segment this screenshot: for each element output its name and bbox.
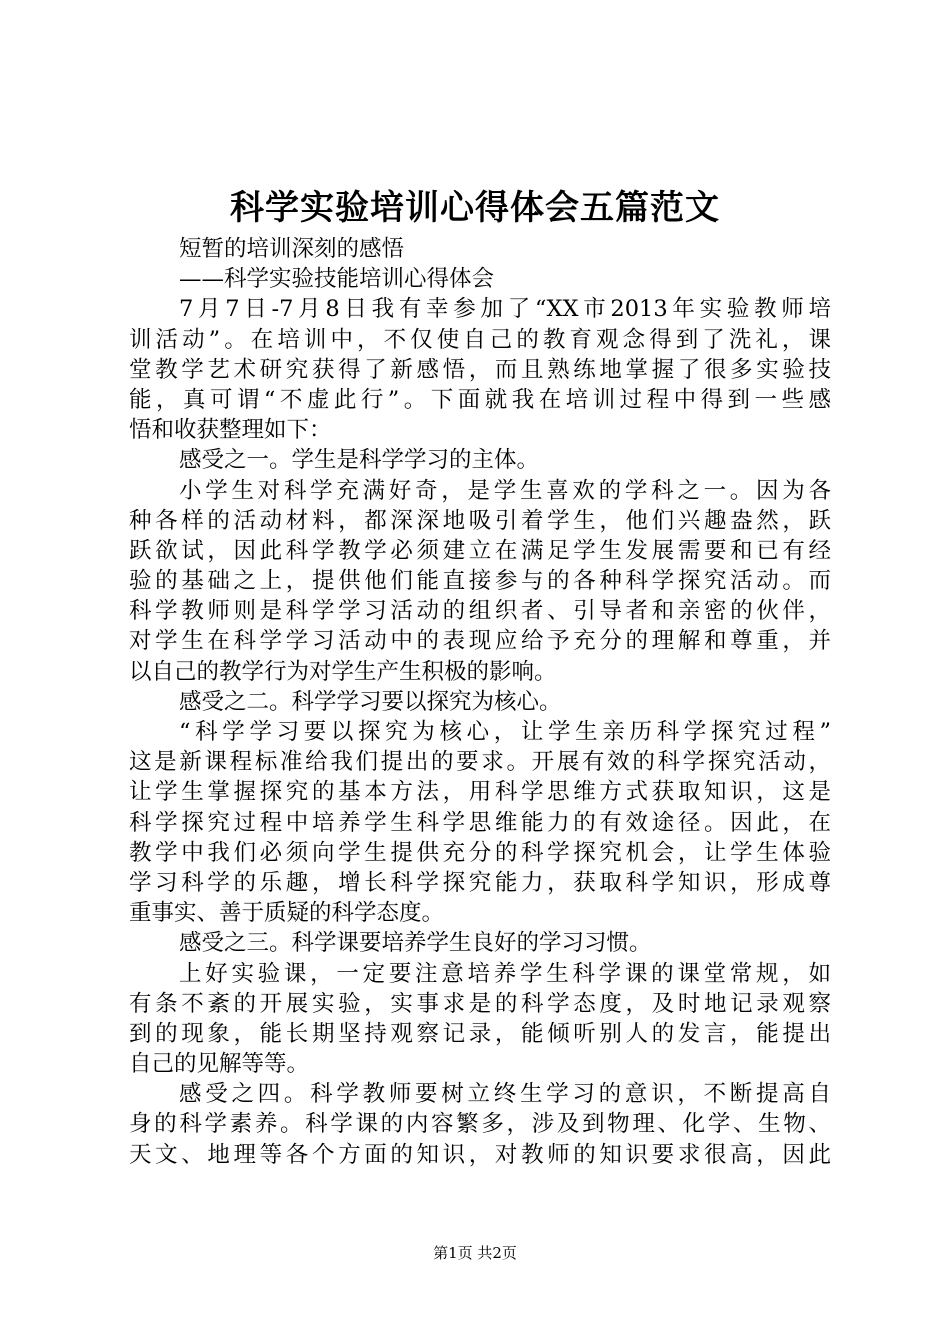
text-line: 学习科学的乐趣，增长科学探究能力，获取科学知识，形成尊 xyxy=(129,869,831,896)
text-line: 自己的见解等等。 xyxy=(129,1051,310,1078)
text-line: 7月7日-7月8日我有幸参加了“XX市2013年实验教师培 xyxy=(179,296,831,323)
text-line: 教学中我们必须向学生提供充分的科学探究机会，让学生体验 xyxy=(129,839,831,866)
text-line: 堂教学艺术研究获得了新感悟，而且熟练地掌握了很多实验技 xyxy=(129,356,831,383)
text-line: 对学生在科学学习活动中的表现应给予充分的理解和尊重，并 xyxy=(129,628,831,655)
text-line: 感受之三。科学课要培养学生良好的学习习惯。 xyxy=(179,930,652,957)
text-line: 种各样的活动材料，都深深地吸引着学生，他们兴趣盎然，跃 xyxy=(129,507,831,534)
text-line: 悟和收获整理如下： xyxy=(129,417,332,444)
text-line: 训活动”。在培训中，不仅使自己的教育观念得到了洗礼，课 xyxy=(129,326,831,353)
text-line: “科学学习要以探究为核心，让学生亲历科学探究过程” xyxy=(179,719,831,745)
text-line: 上好实验课，一定要注意培养学生科学课的课堂常规，如 xyxy=(179,960,831,987)
document-body xyxy=(129,234,831,1170)
text-line: 小学生对科学充满好奇，是学生喜欢的学科之一。因为各 xyxy=(179,477,831,504)
page-footer: 第1页 共2页 xyxy=(433,1244,517,1262)
text-line: 重事实、善于质疑的科学态度。 xyxy=(129,900,445,927)
document-title: 科学实验培训心得体会五篇范文 xyxy=(230,188,720,228)
text-line: 以自己的教学行为对学生产生积极的影响。 xyxy=(129,658,557,685)
text-line: 有条不紊的开展实验，实事求是的科学态度，及时地记录观察 xyxy=(129,990,831,1017)
text-line: 感受之二。科学学习要以探究为核心。 xyxy=(179,688,562,715)
text-line: 短暂的培训深刻的感悟 xyxy=(179,236,405,262)
text-line: 天文、地理等各个方面的知识，对教师的知识要求很高，因此 xyxy=(129,1141,831,1168)
text-line: 感受之一。学生是科学学习的主体。 xyxy=(179,447,540,474)
text-line: 验的基础之上，提供他们能直接参与的各种科学探究活动。而 xyxy=(129,568,831,595)
text-line: 感受之四。科学教师要树立终生学习的意识，不断提高自 xyxy=(179,1081,831,1108)
text-line: 让学生掌握探究的基本方法，用科学思维方式获取知识，这是 xyxy=(129,779,831,806)
text-line: ——科学实验技能培训心得体会 xyxy=(179,266,495,293)
text-line: 科学教师则是科学学习活动的组织者、引导者和亲密的伙伴， xyxy=(129,598,831,625)
text-line: 身的科学素养。科学课的内容繁多，涉及到物理、化学、生物、 xyxy=(129,1111,831,1138)
text-line: 科学探究过程中培养学生科学思维能力的有效途径。因此，在 xyxy=(129,809,831,836)
text-line: 这是新课程标准给我们提出的要求。开展有效的科学探究活动， xyxy=(129,749,831,776)
text-line: 能，真可谓“不虚此行”。下面就我在培训过程中得到一些感 xyxy=(129,386,831,413)
text-line: 到的现象，能长期坚持观察记录，能倾听别人的发言，能提出 xyxy=(129,1020,831,1047)
text-line: 跃欲试，因此科学教学必须建立在满足学生发展需要和已有经 xyxy=(129,537,831,564)
